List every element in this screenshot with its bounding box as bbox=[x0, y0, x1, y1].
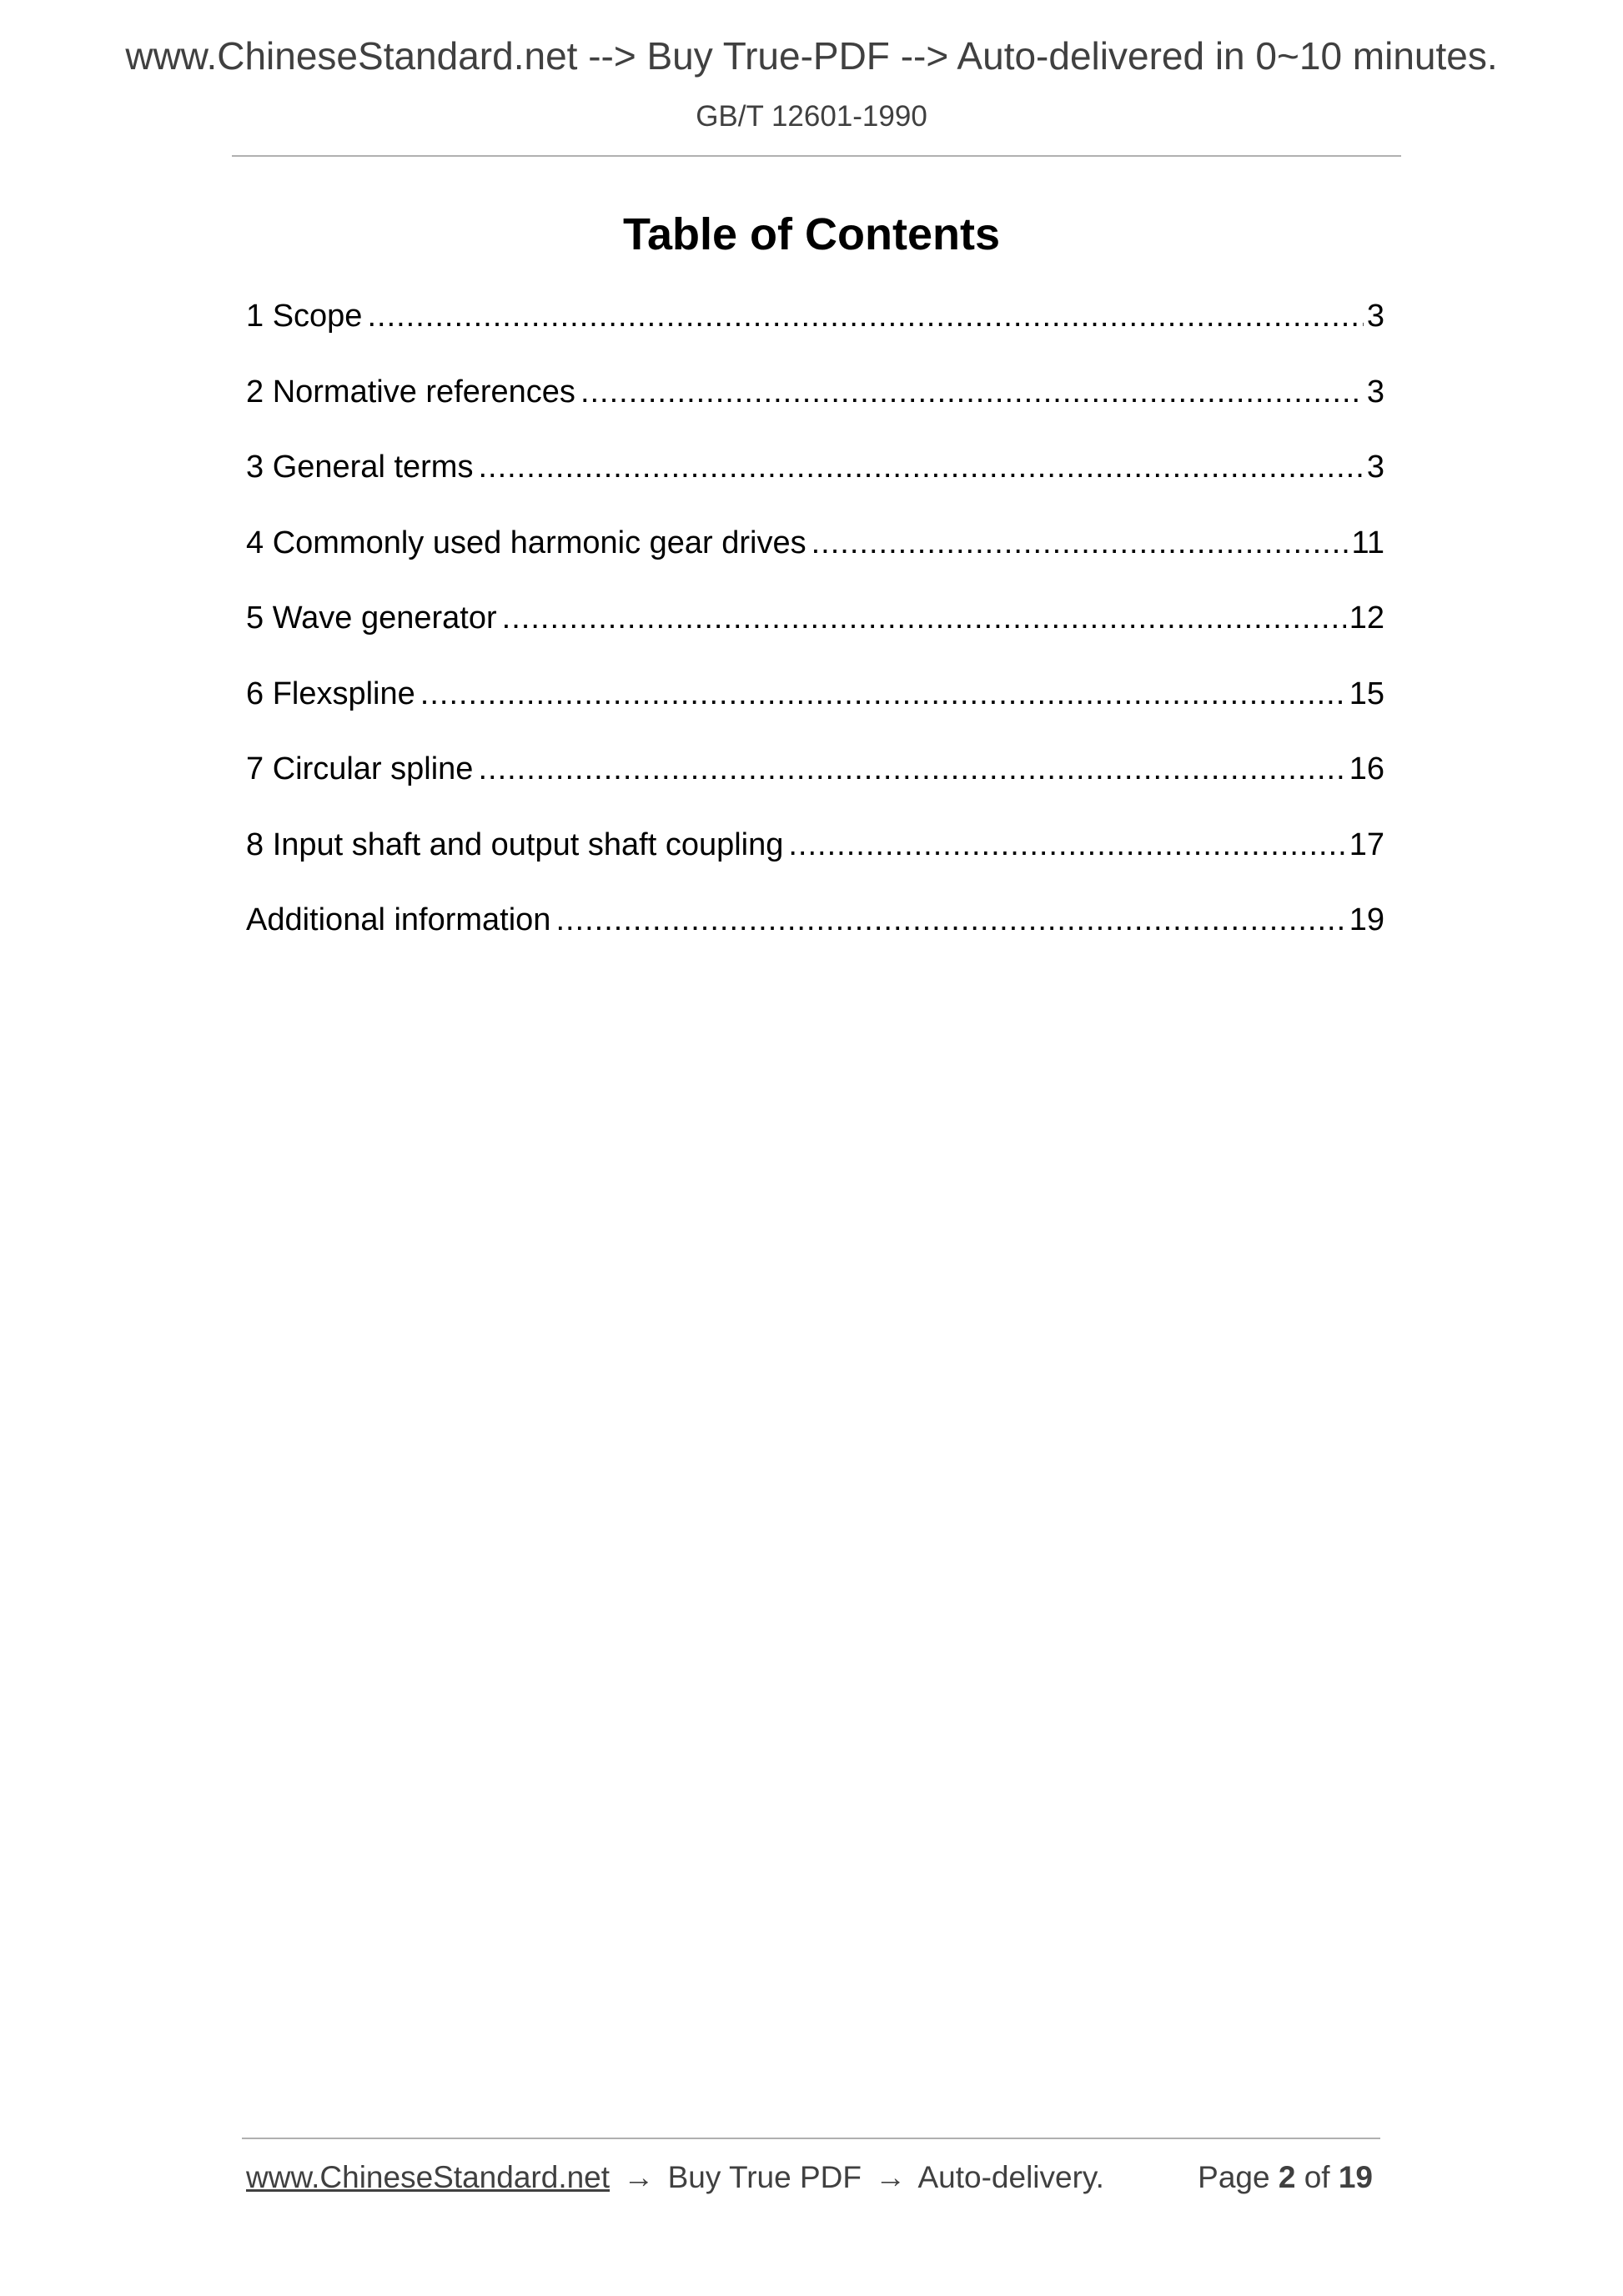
of-word: of bbox=[1304, 2160, 1330, 2194]
toc-dot-leader bbox=[580, 374, 1364, 410]
toc-dot-leader bbox=[367, 299, 1363, 334]
toc-dot-leader bbox=[478, 751, 1345, 787]
toc-entry-page: 12 bbox=[1349, 600, 1384, 636]
header-divider bbox=[232, 155, 1401, 157]
toc-dot-leader bbox=[478, 450, 1363, 485]
toc-entry-page: 3 bbox=[1366, 299, 1384, 334]
toc-entry-page: 3 bbox=[1366, 450, 1384, 485]
toc-entry-label: 3 General terms bbox=[246, 450, 474, 485]
toc-entry-label: 8 Input shaft and output shaft coupling bbox=[246, 826, 784, 862]
toc-entry-page: 17 bbox=[1349, 826, 1384, 862]
footer bbox=[246, 2160, 1380, 2195]
arrow-right-icon: → bbox=[623, 2160, 655, 2194]
footer-divider bbox=[242, 2138, 1380, 2139]
arrow-right-icon: → bbox=[875, 2160, 907, 2194]
toc-dot-leader bbox=[788, 827, 1345, 863]
page-word: Page bbox=[1198, 2160, 1270, 2194]
top-banner[interactable]: www.ChineseStandard.net --> Buy True-PDF --> Auto-delivered in 0~10 minutes. bbox=[125, 34, 1498, 78]
toc-dot-leader bbox=[812, 525, 1349, 561]
toc-entry[interactable] bbox=[246, 751, 1384, 827]
current-page-number: 2 bbox=[1278, 2160, 1296, 2194]
toc-entry[interactable] bbox=[246, 450, 1384, 525]
toc-entry[interactable] bbox=[246, 600, 1384, 676]
toc-entry-label: 5 Wave generator bbox=[246, 600, 497, 636]
toc-entry-page: 3 bbox=[1366, 374, 1384, 409]
toc-entry[interactable] bbox=[246, 827, 1384, 903]
page-title: Table of Contents bbox=[623, 209, 1000, 259]
toc-entry-page: 15 bbox=[1349, 676, 1384, 711]
toc-entry-label: 6 Flexspline bbox=[246, 676, 415, 711]
toc-entry-page: 11 bbox=[1351, 525, 1384, 560]
footer-delivery-text: Auto-delivery. bbox=[917, 2160, 1104, 2194]
toc-entry[interactable] bbox=[246, 525, 1384, 601]
toc-entry[interactable] bbox=[246, 374, 1384, 450]
toc-entry-label: 1 Scope bbox=[246, 299, 363, 334]
toc-entry[interactable] bbox=[246, 299, 1384, 374]
toc-entry[interactable] bbox=[246, 676, 1384, 752]
toc-list bbox=[246, 299, 1384, 978]
toc-entry-page: 19 bbox=[1349, 902, 1384, 937]
toc-dot-leader bbox=[502, 600, 1346, 636]
toc-entry-label: 2 Normative references bbox=[246, 374, 575, 409]
toc-entry-label: 7 Circular spline bbox=[246, 751, 474, 786]
toc-dot-leader bbox=[420, 676, 1346, 712]
page-indicator bbox=[1198, 2160, 1373, 2195]
toc-entry-label: 4 Commonly used harmonic gear drives bbox=[246, 525, 806, 560]
footer-buy-text: Buy True PDF bbox=[667, 2160, 862, 2194]
toc-dot-leader bbox=[555, 902, 1345, 938]
total-page-count: 19 bbox=[1338, 2160, 1373, 2194]
toc-entry[interactable] bbox=[246, 902, 1384, 978]
toc-entry-label: Additional information bbox=[246, 902, 551, 937]
toc-entry-page: 16 bbox=[1349, 751, 1384, 786]
standard-number: GB/T 12601-1990 bbox=[696, 100, 927, 133]
footer-site-link[interactable]: www.ChineseStandard.net bbox=[246, 2160, 611, 2194]
